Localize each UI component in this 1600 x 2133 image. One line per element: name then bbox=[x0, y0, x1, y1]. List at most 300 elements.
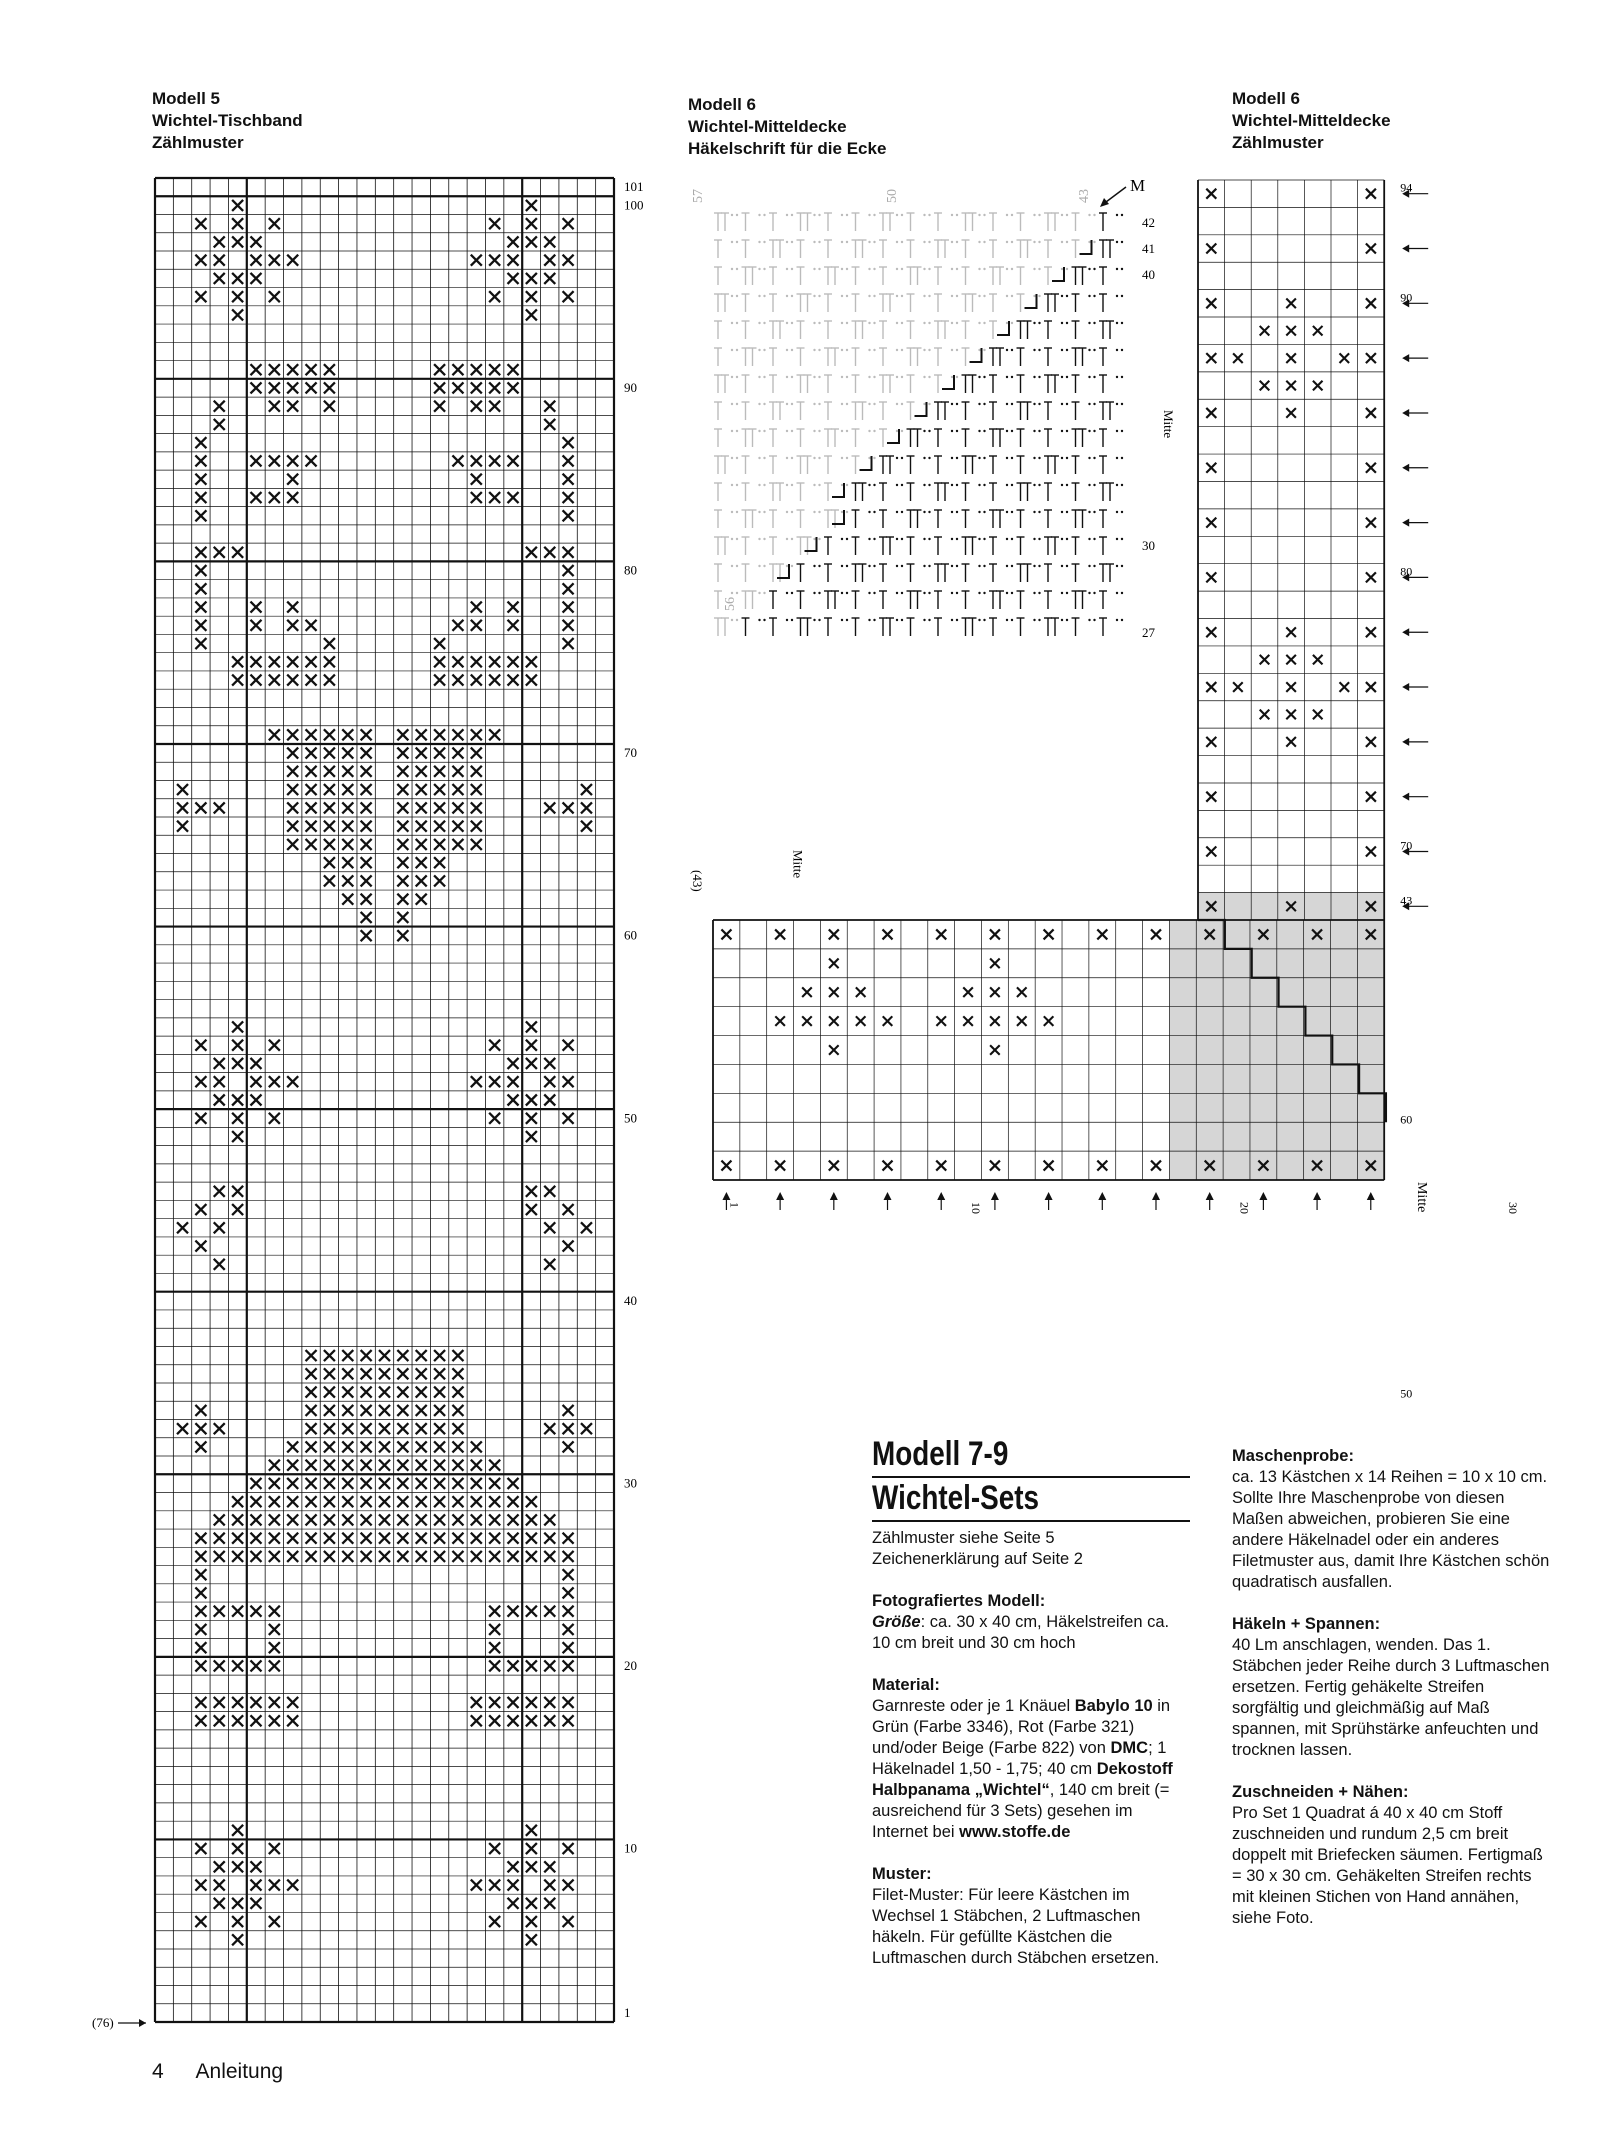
edge-x bbox=[1206, 627, 1216, 637]
stitch-x bbox=[324, 729, 335, 740]
stitch-x bbox=[195, 474, 206, 485]
stitch-x bbox=[544, 547, 555, 558]
motif-x bbox=[1286, 737, 1296, 747]
motif-x bbox=[1286, 627, 1296, 637]
stitch-x bbox=[563, 583, 574, 594]
stitch-x bbox=[195, 437, 206, 448]
stitch-x bbox=[232, 1916, 243, 1927]
stitch-x bbox=[250, 255, 261, 266]
stitch-x bbox=[361, 802, 372, 813]
right-row-label: 60 bbox=[1400, 1112, 1413, 1127]
stitch-x bbox=[361, 894, 372, 905]
stitch-x bbox=[342, 821, 353, 832]
stitch-x bbox=[452, 675, 463, 686]
stitch-x bbox=[416, 1478, 427, 1489]
row-label: 101 bbox=[624, 179, 644, 195]
stitch-x bbox=[471, 602, 482, 613]
stitch-x bbox=[489, 1514, 500, 1525]
motif-x bbox=[990, 987, 1000, 997]
motif-x bbox=[990, 959, 1000, 969]
stitch-x bbox=[416, 1350, 427, 1361]
stitch-x bbox=[361, 875, 372, 886]
stitch-x bbox=[379, 1405, 390, 1416]
stitch-x bbox=[452, 1350, 463, 1361]
stitch-x bbox=[250, 1478, 261, 1489]
stitch-x bbox=[324, 802, 335, 813]
stitch-x bbox=[471, 784, 482, 795]
edge-x bbox=[1206, 298, 1216, 308]
stitch-x bbox=[452, 1423, 463, 1434]
stitch-x bbox=[214, 1715, 225, 1726]
stitch-x bbox=[287, 656, 298, 667]
stitch-x bbox=[195, 583, 206, 594]
stitch-x bbox=[342, 1387, 353, 1398]
stitch-x bbox=[306, 656, 317, 667]
hs-label-57: 57 bbox=[691, 189, 706, 203]
stitch-x bbox=[452, 1368, 463, 1379]
stitch-x bbox=[452, 1460, 463, 1471]
stitch-x bbox=[508, 1514, 519, 1525]
stitch-x bbox=[544, 419, 555, 430]
stitch-x bbox=[342, 784, 353, 795]
stitch-x bbox=[526, 1533, 537, 1544]
stitch-x bbox=[544, 255, 555, 266]
stitch-x bbox=[250, 1058, 261, 1069]
stitch-x bbox=[232, 1660, 243, 1671]
stitch-x bbox=[306, 1533, 317, 1544]
stitch-x bbox=[306, 766, 317, 777]
stitch-x bbox=[397, 894, 408, 905]
stitch-x bbox=[452, 1478, 463, 1489]
stitch-x bbox=[269, 1496, 280, 1507]
stitch-x bbox=[544, 802, 555, 813]
stitch-x bbox=[232, 236, 243, 247]
stitch-x bbox=[269, 1113, 280, 1124]
stitch-x bbox=[452, 1551, 463, 1562]
stitch-x bbox=[306, 1514, 317, 1525]
stitch-x bbox=[250, 1095, 261, 1106]
stitch-x bbox=[471, 1496, 482, 1507]
row-label: 30 bbox=[624, 1475, 637, 1491]
motif-x bbox=[963, 1016, 973, 1026]
motif-x bbox=[829, 1016, 839, 1026]
stitch-x bbox=[581, 821, 592, 832]
stitch-x bbox=[416, 821, 427, 832]
stitch-x bbox=[232, 200, 243, 211]
stitch-x bbox=[489, 1660, 500, 1671]
stitch-x bbox=[214, 1697, 225, 1708]
stitch-x bbox=[397, 729, 408, 740]
row-label: 60 bbox=[624, 927, 637, 943]
stitch-x bbox=[287, 1478, 298, 1489]
stitch-x bbox=[214, 1076, 225, 1087]
stitch-x bbox=[287, 1460, 298, 1471]
stitch-x bbox=[508, 1715, 519, 1726]
stitch-x bbox=[342, 766, 353, 777]
stitch-x bbox=[416, 1514, 427, 1525]
stitch-x bbox=[195, 1113, 206, 1124]
stitch-x bbox=[452, 1405, 463, 1416]
stitch-x bbox=[434, 857, 445, 868]
stitch-x bbox=[526, 547, 537, 558]
edge-x bbox=[1206, 353, 1216, 363]
stitch-x bbox=[232, 547, 243, 558]
hs-row-27: 27 bbox=[1142, 625, 1155, 640]
stitch-x bbox=[416, 1533, 427, 1544]
stitch-x bbox=[397, 784, 408, 795]
stitch-x bbox=[526, 656, 537, 667]
stitch-x bbox=[306, 1441, 317, 1452]
stitch-x bbox=[342, 1514, 353, 1525]
stitch-x bbox=[563, 638, 574, 649]
stitch-x bbox=[452, 748, 463, 759]
edge-x bbox=[1366, 792, 1376, 802]
stitch-x bbox=[471, 1551, 482, 1562]
stitch-x bbox=[544, 1880, 555, 1891]
edge-x bbox=[990, 929, 1000, 939]
stitch-x bbox=[195, 565, 206, 576]
intro-line-2: Zeichenerklärung auf Seite 2 bbox=[872, 1550, 1083, 1568]
right-row-label: 80 bbox=[1400, 564, 1413, 579]
stitch-x bbox=[177, 821, 188, 832]
stitch-x bbox=[195, 1076, 206, 1087]
stitch-x bbox=[214, 1514, 225, 1525]
stitch-x bbox=[508, 1898, 519, 1909]
edge-x bbox=[1097, 1161, 1107, 1171]
stitch-x bbox=[195, 1423, 206, 1434]
stitch-x bbox=[306, 1423, 317, 1434]
stitch-x bbox=[361, 1423, 372, 1434]
stitch-x bbox=[397, 1387, 408, 1398]
stitch-x bbox=[361, 1478, 372, 1489]
stitch-x bbox=[324, 1514, 335, 1525]
motif-x bbox=[1340, 353, 1350, 363]
stitch-x bbox=[324, 1405, 335, 1416]
stitch-x bbox=[544, 1058, 555, 1069]
left-43-label: (43) bbox=[690, 870, 705, 892]
stitch-x bbox=[508, 1478, 519, 1489]
stitch-x bbox=[324, 766, 335, 777]
stitch-x bbox=[324, 839, 335, 850]
stitch-x bbox=[306, 620, 317, 631]
stitch-x bbox=[269, 1551, 280, 1562]
motif-x bbox=[1313, 381, 1323, 391]
stitch-x bbox=[526, 1606, 537, 1617]
stitch-x bbox=[324, 821, 335, 832]
stitch-x bbox=[434, 675, 445, 686]
stitch-x bbox=[250, 236, 261, 247]
stitch-x bbox=[452, 1496, 463, 1507]
right-row-label: 50 bbox=[1400, 1386, 1413, 1401]
stitch-x bbox=[563, 1660, 574, 1671]
stitch-x bbox=[508, 236, 519, 247]
motif-x bbox=[829, 987, 839, 997]
stitch-x bbox=[195, 602, 206, 613]
stitch-x bbox=[563, 255, 574, 266]
motif-x bbox=[936, 1016, 946, 1026]
motif-x bbox=[829, 1045, 839, 1055]
edge-x bbox=[1044, 1161, 1054, 1171]
stitch-x bbox=[489, 1113, 500, 1124]
stitch-x bbox=[287, 784, 298, 795]
row-label: 70 bbox=[624, 745, 637, 761]
stitch-x bbox=[306, 839, 317, 850]
stitch-x bbox=[563, 291, 574, 302]
hs-label-50: 50 bbox=[885, 189, 900, 203]
stitch-x bbox=[250, 1496, 261, 1507]
stitch-x bbox=[342, 1405, 353, 1416]
stitch-x bbox=[434, 656, 445, 667]
stitch-x bbox=[361, 857, 372, 868]
motif-x bbox=[990, 1045, 1000, 1055]
stitch-x bbox=[306, 1460, 317, 1471]
bottom-col-label: 20 bbox=[1237, 1202, 1252, 1214]
stitch-x bbox=[489, 364, 500, 375]
stitch-x bbox=[269, 1533, 280, 1544]
stitch-x bbox=[397, 912, 408, 923]
stitch-x bbox=[250, 1660, 261, 1671]
stitch-x bbox=[471, 675, 482, 686]
stitch-x bbox=[287, 821, 298, 832]
stitch-x bbox=[306, 729, 317, 740]
stitch-x bbox=[287, 620, 298, 631]
stitch-x bbox=[563, 1642, 574, 1653]
stitch-x bbox=[361, 912, 372, 923]
stitch-x bbox=[214, 1423, 225, 1434]
stitch-x bbox=[269, 1642, 280, 1653]
motif-x bbox=[1286, 353, 1296, 363]
edge-x bbox=[1206, 572, 1216, 582]
stitch-x bbox=[250, 382, 261, 393]
edge-x bbox=[775, 929, 785, 939]
motif-x bbox=[1286, 408, 1296, 418]
stitch-x bbox=[324, 638, 335, 649]
hs-marker-m: M bbox=[1130, 176, 1146, 195]
stitch-x bbox=[526, 200, 537, 211]
motif-x bbox=[1017, 1016, 1027, 1026]
stitch-x bbox=[471, 821, 482, 832]
edge-x bbox=[1151, 1161, 1161, 1171]
mitteldecke-labels bbox=[727, 181, 1600, 1401]
stitch-x bbox=[287, 382, 298, 393]
edge-x bbox=[721, 1161, 731, 1171]
stitch-x bbox=[563, 218, 574, 229]
stitch-x bbox=[342, 1460, 353, 1471]
stitch-x bbox=[214, 1606, 225, 1617]
stitch-x bbox=[489, 1843, 500, 1854]
stitch-x bbox=[232, 273, 243, 284]
stitch-x bbox=[287, 748, 298, 759]
stitch-x bbox=[471, 656, 482, 667]
stitch-x bbox=[508, 382, 519, 393]
edge-x bbox=[1366, 463, 1376, 473]
stitch-x bbox=[324, 656, 335, 667]
stitch-x bbox=[526, 1843, 537, 1854]
right-row-label: 43 bbox=[1400, 893, 1413, 908]
edge-x bbox=[721, 929, 731, 939]
stitch-x bbox=[232, 656, 243, 667]
stitch-x bbox=[563, 1076, 574, 1087]
stitch-x bbox=[195, 1715, 206, 1726]
stitch-x bbox=[563, 565, 574, 576]
stitch-x bbox=[526, 1514, 537, 1525]
stitch-x bbox=[581, 802, 592, 813]
stitch-x bbox=[342, 875, 353, 886]
stitch-x bbox=[324, 1460, 335, 1471]
hs-label-43: 43 bbox=[1077, 189, 1092, 203]
stitch-x bbox=[434, 748, 445, 759]
stitch-x bbox=[232, 1898, 243, 1909]
stitch-x bbox=[232, 675, 243, 686]
stitch-x bbox=[287, 1441, 298, 1452]
stitch-x bbox=[526, 1898, 537, 1909]
motif-x bbox=[1233, 682, 1243, 692]
stitch-x bbox=[489, 1697, 500, 1708]
stitch-x bbox=[452, 821, 463, 832]
stitch-x bbox=[526, 1934, 537, 1945]
stitch-x bbox=[361, 1350, 372, 1361]
stitch-x bbox=[232, 1058, 243, 1069]
chart-title-mitteldecke: Modell 6 Wichtel-Mitteldecke Zählmuster bbox=[1232, 89, 1391, 152]
edge-x bbox=[936, 1161, 946, 1171]
edge-x bbox=[1366, 518, 1376, 528]
edge-x bbox=[1366, 572, 1376, 582]
stitch-x bbox=[526, 1131, 537, 1142]
stitch-x bbox=[526, 1113, 537, 1124]
stitch-x bbox=[250, 273, 261, 284]
edge-x bbox=[829, 1161, 839, 1171]
material-text: Garnreste oder je 1 Knäuel Babylo 10 in Grün (Farbe 3346), Rot (Farbe 321) und/oder Beige (Farbe 822) von DMC; 1 Häkelnadel 1,50 - 1,75; 40 cm Dekostoff Halbpanama „Wichtel“, 140 cm breit (= ausreichend für 3 Sets) gesehen im Internet bei www.stoffe.de bbox=[872, 1697, 1173, 1841]
stitch-x bbox=[434, 839, 445, 850]
stitch-x bbox=[416, 1368, 427, 1379]
stitch-x bbox=[526, 1186, 537, 1197]
stitch-x bbox=[232, 1204, 243, 1215]
stitch-x bbox=[269, 1606, 280, 1617]
stitch-x bbox=[544, 236, 555, 247]
stitch-x bbox=[434, 638, 445, 649]
stitch-x bbox=[379, 1387, 390, 1398]
stitch-x bbox=[195, 1642, 206, 1653]
edge-x bbox=[1366, 353, 1376, 363]
stitch-x bbox=[471, 1715, 482, 1726]
intro-line-1: Zählmuster siehe Seite 5 bbox=[872, 1529, 1055, 1547]
stitch-x bbox=[471, 1880, 482, 1891]
stitch-x bbox=[195, 802, 206, 813]
stitch-x bbox=[471, 839, 482, 850]
stitch-x bbox=[397, 802, 408, 813]
stitch-x bbox=[250, 602, 261, 613]
stitch-x bbox=[361, 1514, 372, 1525]
stitch-x bbox=[544, 1715, 555, 1726]
stitch-x bbox=[361, 1441, 372, 1452]
stitch-x bbox=[397, 1460, 408, 1471]
stitch-x bbox=[269, 1715, 280, 1726]
stitch-x bbox=[379, 1423, 390, 1434]
title-rule-2 bbox=[872, 1520, 1190, 1522]
motif-x bbox=[1313, 326, 1323, 336]
stitch-x bbox=[544, 273, 555, 284]
stitch-x bbox=[342, 1551, 353, 1562]
stitch-x bbox=[508, 1660, 519, 1671]
chart-title-haekelschrift: Modell 6 Wichtel-Mitteldecke Häkelschrift für die Ecke bbox=[688, 95, 887, 158]
stitch-x bbox=[195, 1441, 206, 1452]
stitch-x bbox=[232, 1113, 243, 1124]
stitch-x bbox=[544, 1514, 555, 1525]
stitch-x bbox=[434, 802, 445, 813]
article-left-column bbox=[872, 1434, 1190, 1990]
row-label: 10 bbox=[624, 1840, 637, 1856]
stitch-x bbox=[471, 401, 482, 412]
stitch-x bbox=[177, 1423, 188, 1434]
stitch-x bbox=[379, 1551, 390, 1562]
stitch-x bbox=[195, 1697, 206, 1708]
stitch-x bbox=[306, 1405, 317, 1416]
stitch-x bbox=[452, 729, 463, 740]
motif-x bbox=[1044, 1016, 1054, 1026]
stitch-x bbox=[214, 255, 225, 266]
motif-x bbox=[1233, 353, 1243, 363]
stitch-x bbox=[232, 1934, 243, 1945]
stitch-x bbox=[452, 656, 463, 667]
stitch-x bbox=[452, 1533, 463, 1544]
stitch-x bbox=[177, 1222, 188, 1233]
stitch-x bbox=[361, 729, 372, 740]
stitch-x bbox=[452, 1441, 463, 1452]
stitch-x bbox=[250, 492, 261, 503]
stitch-x bbox=[397, 875, 408, 886]
stitch-x bbox=[544, 1697, 555, 1708]
maschenprobe-text: ca. 13 Kästchen x 14 Reihen = 10 x 10 cm. Sollte Ihre Maschenprobe von diesen Maßen abweichen, probieren Sie eine andere Häkelnadel oder ein anderes Filetmuster aus, damit Ihre Kästchen schön quadratisch ausfallen. bbox=[1232, 1468, 1550, 1591]
stitch-x bbox=[361, 1460, 372, 1471]
stitch-x bbox=[214, 802, 225, 813]
stitch-x bbox=[342, 839, 353, 850]
edge-x bbox=[1366, 298, 1376, 308]
edge-x bbox=[990, 1161, 1000, 1171]
stitch-x bbox=[287, 766, 298, 777]
motif-x bbox=[1286, 299, 1296, 309]
stitch-x bbox=[544, 1898, 555, 1909]
right-row-label: 90 bbox=[1400, 290, 1413, 305]
stitch-x bbox=[232, 1514, 243, 1525]
foto-heading: Fotografiertes Modell: bbox=[872, 1592, 1046, 1610]
stitch-x bbox=[489, 218, 500, 229]
stitch-x bbox=[544, 1861, 555, 1872]
stitch-x bbox=[195, 1551, 206, 1562]
stitch-x bbox=[471, 802, 482, 813]
stitch-x bbox=[177, 802, 188, 813]
zuschneiden-text: Pro Set 1 Quadrat á 40 x 40 cm Stoff zuschneiden und rundum 2,5 cm breit doppelt mit Briefecken säumen. Fertigmaß = 30 x 30 cm. Gehäkelten Streifen rechts mit kleinen Stichen von Hand annähen, siehe Foto. bbox=[1232, 1804, 1543, 1927]
stitch-x bbox=[434, 821, 445, 832]
stitch-x bbox=[563, 1423, 574, 1434]
stitch-x bbox=[416, 1423, 427, 1434]
stitch-x bbox=[306, 1368, 317, 1379]
stitch-x bbox=[269, 675, 280, 686]
stitch-x bbox=[434, 875, 445, 886]
stitch-x bbox=[526, 1825, 537, 1836]
stitch-x bbox=[581, 784, 592, 795]
stitch-x bbox=[563, 1551, 574, 1562]
stitch-x bbox=[471, 1076, 482, 1087]
stitch-x bbox=[452, 766, 463, 777]
stitch-x bbox=[214, 1222, 225, 1233]
right-row-label: 94 bbox=[1400, 180, 1413, 195]
stitch-x bbox=[379, 1460, 390, 1471]
stitch-x bbox=[434, 401, 445, 412]
stitch-x bbox=[306, 802, 317, 813]
stitch-x bbox=[489, 255, 500, 266]
stitch-x bbox=[526, 273, 537, 284]
stitch-x bbox=[269, 656, 280, 667]
